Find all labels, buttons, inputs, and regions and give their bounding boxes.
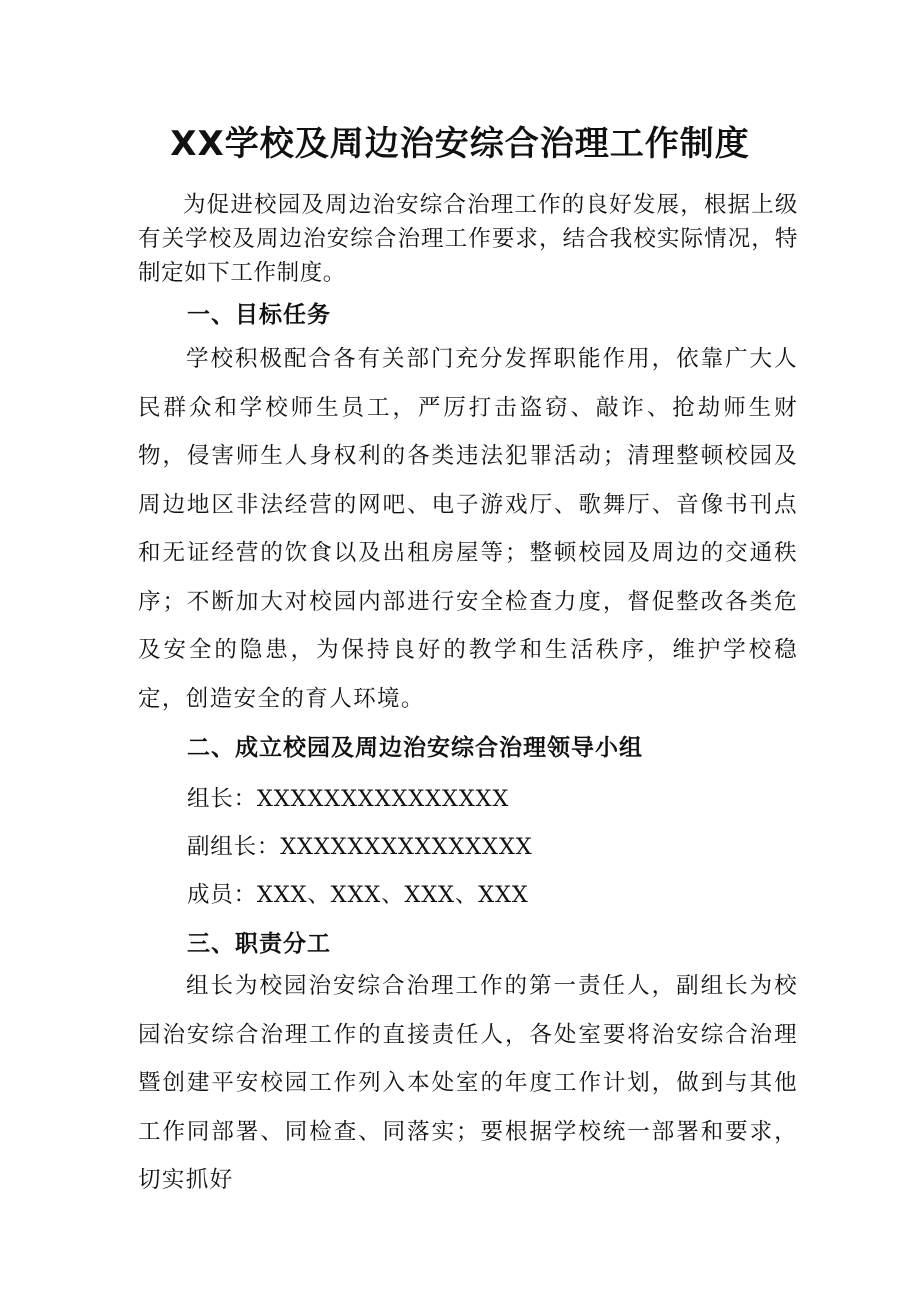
section-heading-leadership: 二、成立校园及周边治安综合治理领导小组 [187,735,643,761]
section-body-duties: 组长为校园治安综合治理工作的第一责任人，副组长为校园治安综合治理工作的直接责任人，各处室要将治安综合治理暨创建平安校园工作列入本处室的年度工作计划，做到与其他工作同部署、同检查、同落实；要根据学校统一部署和要求，切实抓好 [138,973,798,1193]
section-body-goals: 学校积极配合各有关部门充分发挥职能作用，依靠广大人民群众和学校师生员工，严厉打击盗窃、敲诈、抢劫师生财物，侵害师生人身权利的各类违法犯罪活动；清理整顿校园及周边地区非法经营的网吧、电子游戏厅、歌舞厅、音像书刊点和无证经营的饮食以及出租房屋等；整顿校园及周边的交通秩序；不断加大对校园内部进行安全检查力度，督促整改各类危及安全的隐患，为保持良好的教学和生活秩序，维护学校稳定，创造安全的育人环境。 [138,346,798,712]
members-line: 成员：XXX、XXX、XXX、XXX [187,882,529,908]
section-heading-goals: 一、目标任务 [187,302,331,328]
document-title: XX学校及周边治安综合治理工作制度 [170,124,750,164]
intro-paragraph: 为促进校园及周边治安综合治理工作的良好发展，根据上级有关学校及周边治安综合治理工作要求，结合我校实际情况，特制定如下工作制度。 [138,192,798,286]
leader-line: 组长：XXXXXXXXXXXXXXX [187,786,510,812]
section-heading-duties: 三、职责分工 [187,931,331,957]
deputy-leader-line: 副组长：XXXXXXXXXXXXXXX [187,834,533,860]
